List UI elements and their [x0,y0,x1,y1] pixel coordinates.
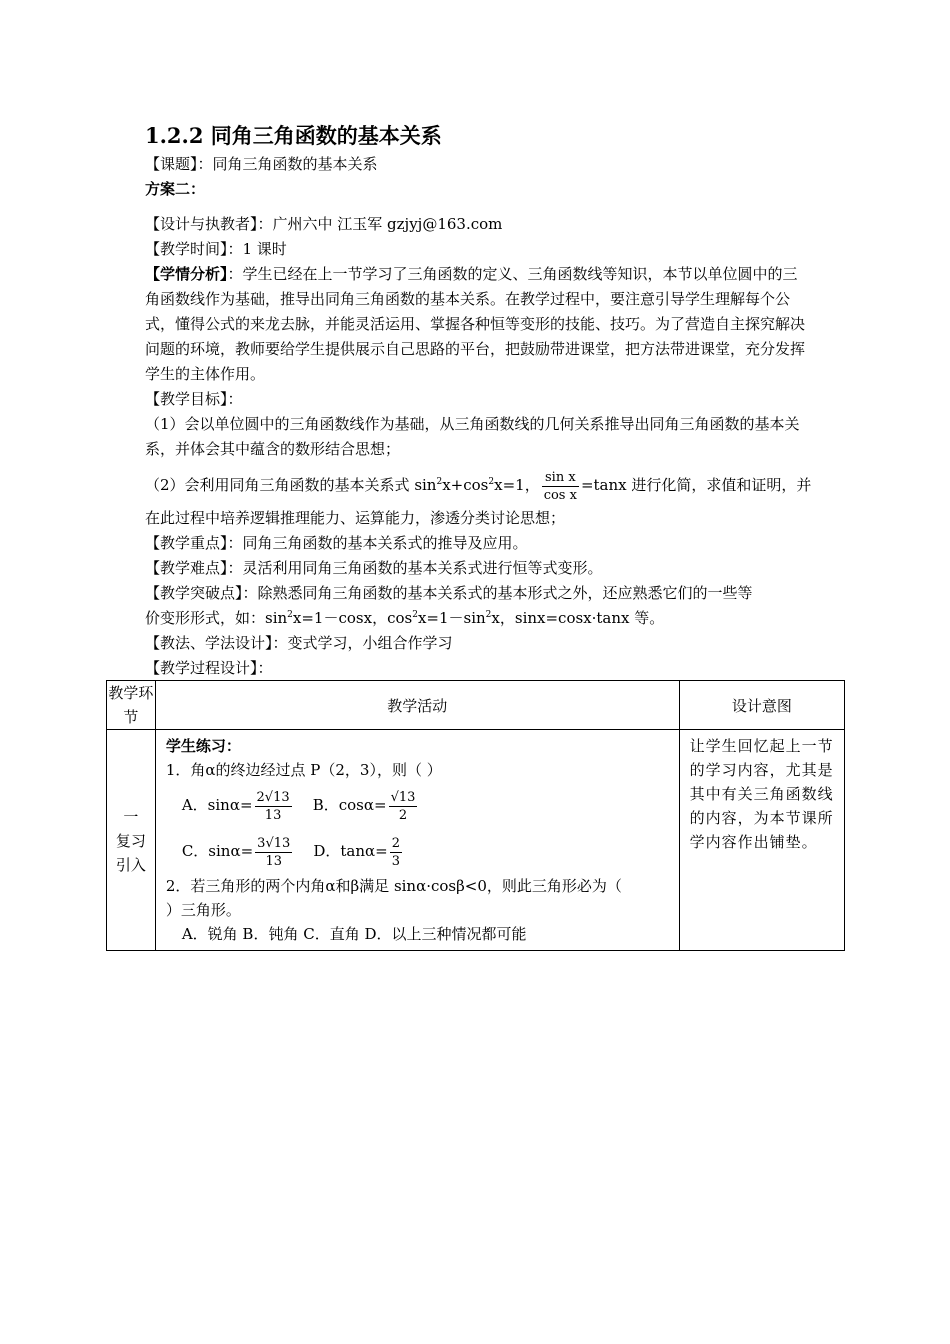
objective-2-cont: 在此过程中培养逻辑推理能力、运算能力，渗透分类讨论思想； [145,509,566,527]
topic-line: 【课题】：同角三角函数的基本关系 [145,155,378,173]
q1-options-cd: C．sinα= $\frac{3√13}{13}$ D．tanα= $\frac{2}{3}$ [181,835,400,869]
plan-line: 方案二： [145,180,206,198]
header-intent: 设计意图 [679,681,844,730]
analysis-label: 【学情分析】 [145,265,228,283]
document-body [145,122,810,681]
objectives-label: 【教学目标】： [145,390,243,408]
objective-1: （1）会以单位圆中的三角函数线作为基础，从三角函数线的几何关系推导出同角三角函数的基本关系，并体会其中蕴含的数形结合思想； [145,415,800,458]
breakthrough-line-2: 价变形形式，如：$\sin^2x=1-\cos x$，$\cos^2x=1-\sin^2x$，sinx=cosx·tanx 等。 [145,609,665,627]
breakthrough-line-1: 【教学突破点】：除熟悉同角三角函数的基本关系式的基本形式之外，还应熟悉它们的一些等 [145,584,753,602]
exercise-heading: 学生练习： [165,737,241,755]
difficulty-line: 【教学难点】：灵活利用同角三角函数的基本关系式进行恒等式变形。 [145,559,603,577]
tan-fraction: $\frac{\text{sin x}}{\text{cos x}}$ [543,469,577,503]
analysis-text: ：学生已经在上一节学习了三角函数的定义、三角函数线等知识，本节以单位圆中的三角函数线作为基础，推导出同角三角函数的基本关系。在教学过程中，要注意引导学生理解每个公式，懂得公式的来龙去脉，并能灵活运用、掌握各种恒等变形的技能、技巧。为了营造自主探究解决问题的环境，教师要给学生提供展示自己思路的平台，把鼓励带进课堂，把方法带进课堂，充分发挥学生的主体作用。 [145,265,806,383]
header-activity: 教学活动 [155,681,679,730]
objective-2: （2）会利用同角三角函数的基本关系式 $\sin^2x+\cos^2x=1$， $\frac{\text{sin x}}{\text{cos x}}$ =tanx 进行化简，求值和证明，并 [145,469,812,503]
page-title: 1.2.2 同角三角函数的基本关系 [145,123,442,148]
question-2: 2．若三角形的两个内角α和β满足 sinα·cosβ<0，则此三角形必为（ [165,877,622,895]
table-header-row [107,681,845,730]
process-table [106,680,845,951]
question-1: 1．角α的终边经过点 P（2，3），则（ ） [165,761,442,779]
q1-options-ab: A．sinα= $\frac{2√13}{13}$ B．cosα= $\frac{√13}{2}$ [181,789,416,823]
time-line: 【教学时间】：1 课时 [145,240,287,258]
table-row [107,730,845,951]
designer-line: 【设计与执教者】：广州六中 江玉军 gzjyj@163.com [145,215,503,233]
process-label: 【教学过程设计】： [145,659,273,677]
key-point-line: 【教学重点】：同角三角函数的基本关系式的推导及应用。 [145,534,528,552]
q2-options: A．锐角 B．钝角 C．直角 D．以上三种情况都可能 [181,925,527,943]
intent-cell: 让学生回忆起上一节的学习内容，尤其是其中有关三角函数线的内容，为本节课所学内容作出铺垫。 [679,730,844,951]
question-2-cont: ）三角形。 [165,901,241,919]
methods-line: 【教法、学法设计】：变式学习，小组合作学习 [145,634,453,652]
header-stage: 教学环节 [107,681,156,730]
analysis-paragraph [145,262,810,387]
activity-cell [155,730,679,951]
stage-cell: 一 复习 引入 [107,730,156,951]
